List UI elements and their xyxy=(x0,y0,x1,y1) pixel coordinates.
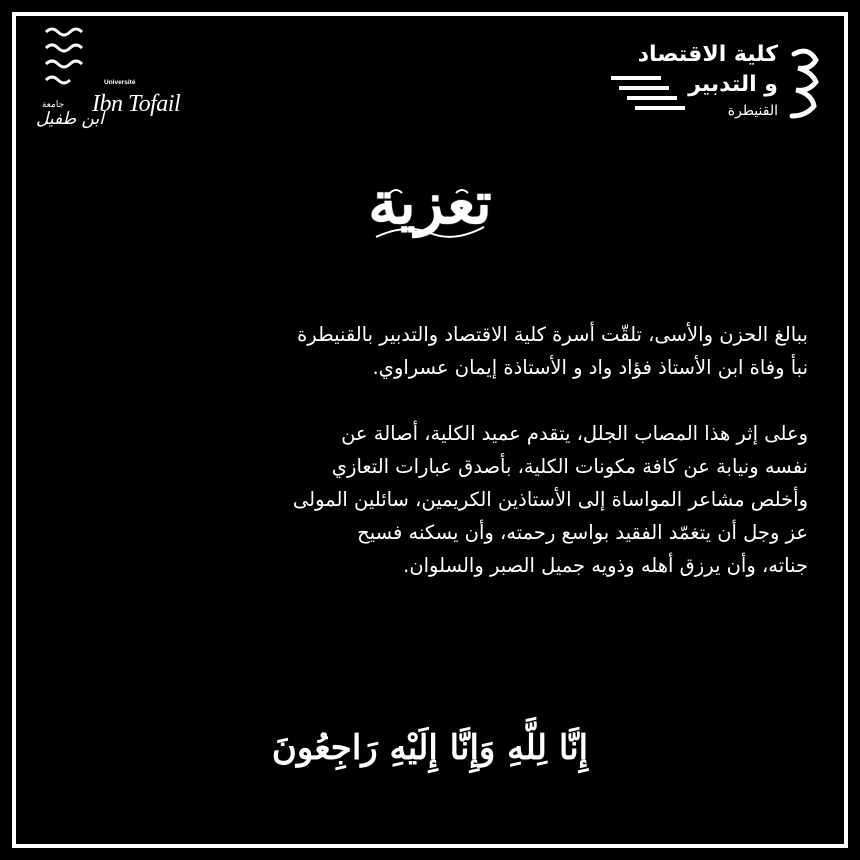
university-name-fr: Ibn Tofail xyxy=(92,91,181,117)
page-title: تعزية xyxy=(368,169,492,237)
message-line: وأخلص مشاعر المواساة إلى الأستاذين الكريمين، سائلين المولى xyxy=(292,488,808,511)
university-label-ar: جامعة xyxy=(41,100,65,110)
faculty-stripes-icon xyxy=(611,76,699,110)
message-line: وعلى إثر هذا المصاب الجلل، يتقدم عميد الكلية، أصالة عن xyxy=(341,422,808,445)
message-paragraph xyxy=(70,417,808,582)
faculty-logo xyxy=(605,40,830,130)
university-emblem-icon xyxy=(38,26,98,96)
message-line: ببالغ الحزن والأسى، تلقّت أسرة كلية الاقتصاد والتدبير بالقنيطرة xyxy=(297,323,808,346)
closing-verse: إِنَّا لِلَّهِ وَإِنَّا إِلَيْهِ رَاجِعُونَ xyxy=(271,728,589,768)
message-paragraph xyxy=(70,318,808,384)
condolence-message xyxy=(70,318,808,582)
message-line: عز وجل أن يتغمّد الفقيد بواسع رحمته، وأن يسكنه فسيح xyxy=(357,521,808,544)
university-name-ar: ابن طفيل xyxy=(36,109,104,129)
message-line: نفسه ونيابة عن كافة مكونات الكلية، بأصدق عبارات التعازي xyxy=(331,455,808,478)
university-label-fr: Université xyxy=(104,79,136,86)
message-line: نبأ وفاة ابن الأستاذ فؤاد واد و الأستاذة إيمان عسراوي. xyxy=(372,356,808,379)
message-line: جناته، وأن يرزق أهله وذويه جميل الصبر والسلوان. xyxy=(403,554,808,577)
faculty-name-line1: كلية الاقتصاد xyxy=(637,42,778,67)
faculty-city: القنيطرة xyxy=(727,103,778,119)
faculty-calligraphy-icon xyxy=(786,46,822,124)
faculty-name-line2: و التدبير xyxy=(688,72,778,97)
